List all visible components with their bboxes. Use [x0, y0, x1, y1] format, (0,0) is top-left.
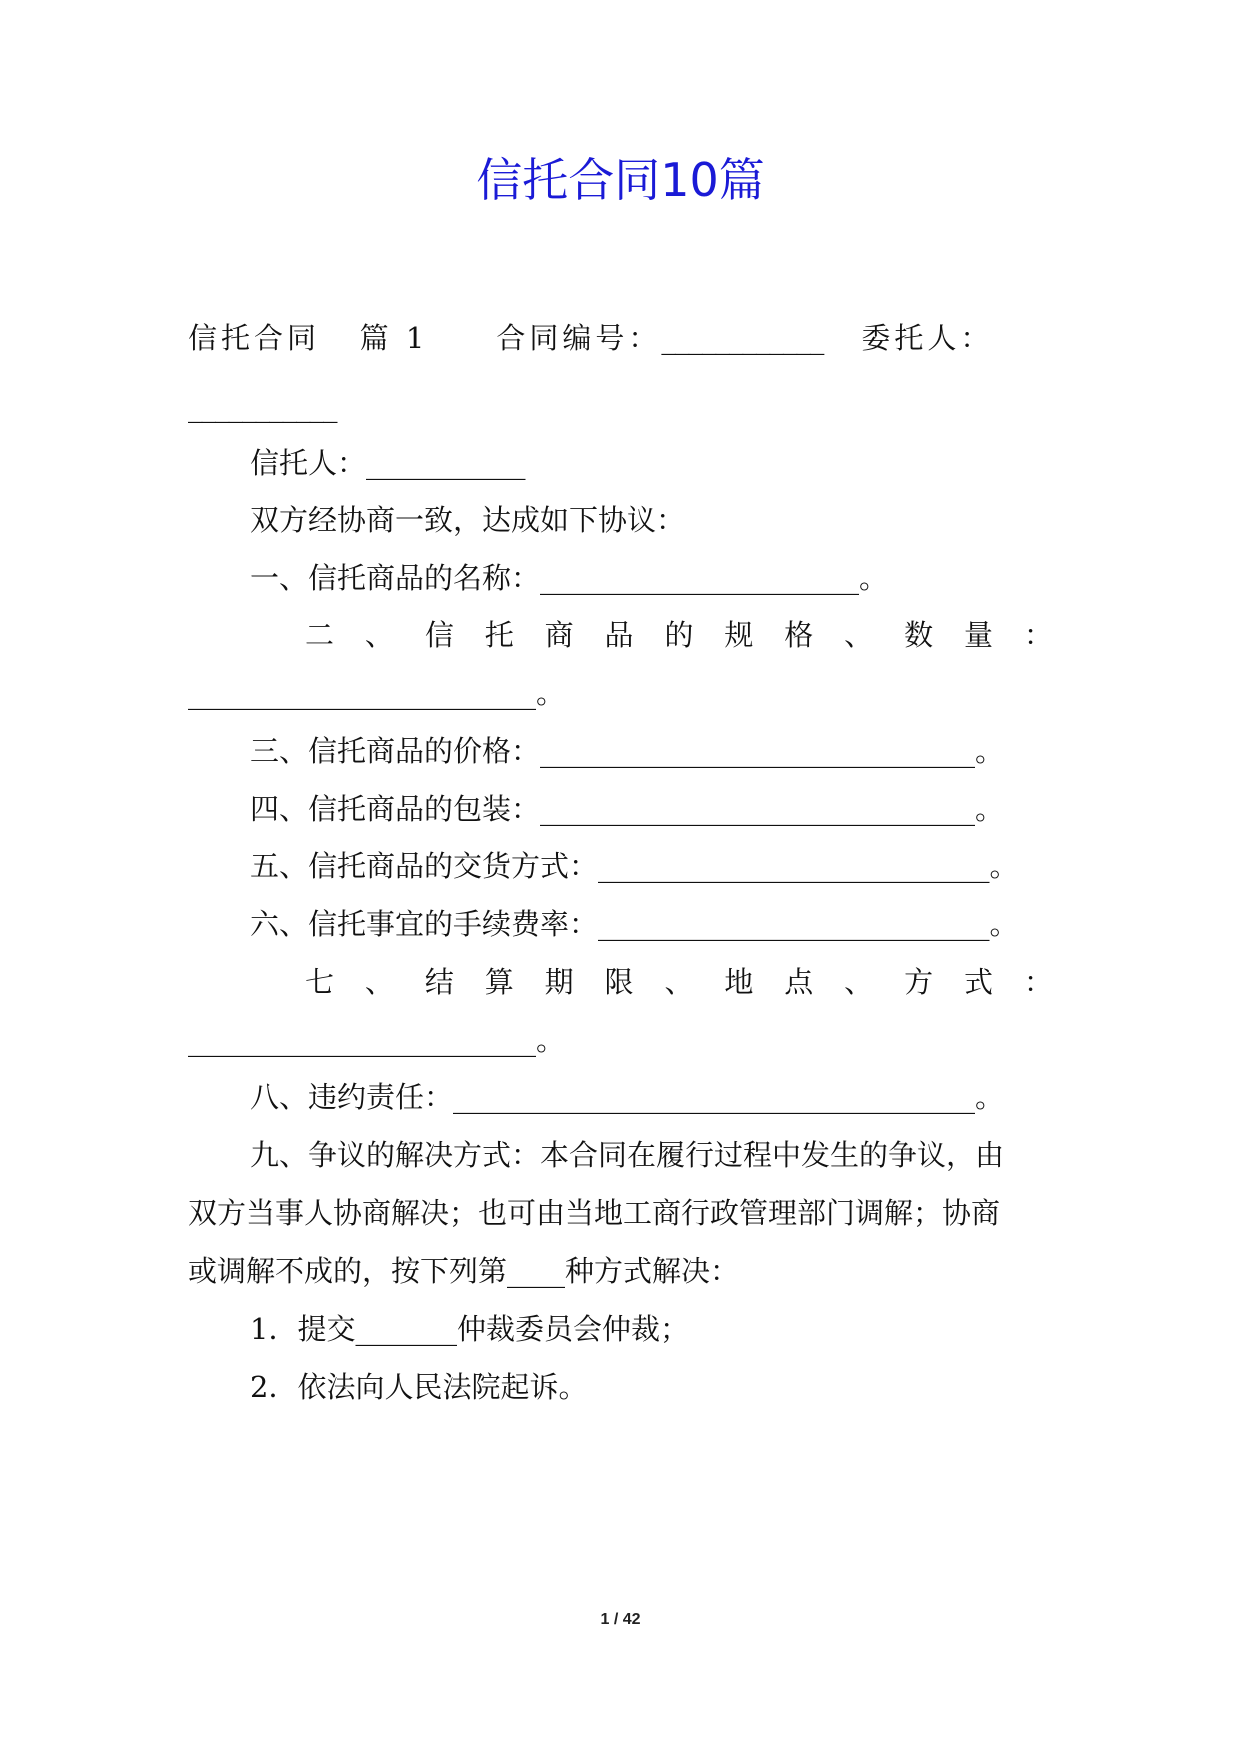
clause-2-char: 量	[963, 618, 993, 652]
clause-2-char: ：	[1023, 618, 1053, 652]
clause-7-char: 点	[784, 965, 814, 999]
clause-7-char: 结	[424, 965, 454, 999]
clause-6: 六、信托事宜的手续费率：___________________________。	[250, 907, 1019, 941]
option-1: 1．提交_______仲裁委员会仲裁；	[250, 1312, 689, 1346]
clause-7-blank: ________________________。	[188, 1023, 566, 1057]
page-indicator: 1 / 42	[600, 1611, 641, 1628]
clause-2-char: 格	[784, 618, 814, 652]
clause-4: 四、信托商品的包装：______________________________。	[250, 792, 1005, 826]
contract-heading: 信托合同	[188, 321, 321, 355]
clause-2-char: 二	[305, 618, 335, 652]
clause-2-char: 商	[544, 618, 574, 652]
clause-9-line-1: 九、争议的解决方式：本合同在履行过程中发生的争议，由	[250, 1138, 1005, 1172]
clause-2-char: 品	[604, 618, 634, 652]
clause-7-heading	[305, 962, 1053, 1002]
clause-7-char: 、	[364, 965, 394, 999]
clause-8: 八、违约责任：____________________________________。	[250, 1080, 1005, 1114]
clause-7-char: 算	[484, 965, 514, 999]
clause-2-heading	[305, 615, 1053, 655]
clause-2-char: 数	[904, 618, 934, 652]
principal-label: 委托人：	[861, 321, 994, 355]
clause-7-char: 限	[604, 965, 634, 999]
clause-7-char: 方	[904, 965, 934, 999]
intro-line: 双方经协商一致，达成如下协议：	[250, 503, 686, 537]
clause-7-char: 、	[844, 965, 874, 999]
clause-7-char: 七	[305, 965, 335, 999]
clause-7-char: 式	[963, 965, 993, 999]
clause-9-line-3: 或调解不成的，按下列第____种方式解决：	[188, 1254, 740, 1288]
clause-2-char: 的	[664, 618, 694, 652]
clause-2-char: 信	[424, 618, 454, 652]
contract-part-number: 1	[405, 321, 429, 355]
clause-9-line-2: 双方当事人协商解决；也可由当地工商行政管理部门调解；协商	[188, 1196, 1001, 1230]
clause-2-blank: ________________________。	[188, 676, 566, 710]
clause-1: 一、信托商品的名称：______________________。	[250, 561, 889, 595]
option-2: 2．依法向人民法院起诉。	[250, 1370, 588, 1404]
principal-blank: ___________	[188, 389, 337, 423]
contract-header-line	[188, 318, 1053, 358]
clause-3: 三、信托商品的价格：______________________________。	[250, 734, 1005, 768]
contract-number-label: 合同编号：	[496, 321, 662, 355]
clause-2-char: 托	[484, 618, 514, 652]
clause-7-char: 地	[724, 965, 754, 999]
clause-2-char: 规	[724, 618, 754, 652]
clause-2-char: 、	[844, 618, 874, 652]
document-title: 信托合同10篇	[476, 153, 765, 207]
principal-blank-line	[188, 386, 1053, 426]
trustee-line: 信托人：___________	[250, 446, 526, 480]
clause-7-char: 、	[664, 965, 694, 999]
clause-7-char: 期	[544, 965, 574, 999]
contract-part-label: 篇	[359, 321, 393, 355]
clause-7-char: ：	[1023, 965, 1053, 999]
clause-5: 五、信托商品的交货方式：___________________________。	[250, 849, 1019, 883]
contract-number-blank: ____________	[661, 321, 824, 355]
clause-2-char: 、	[364, 618, 394, 652]
